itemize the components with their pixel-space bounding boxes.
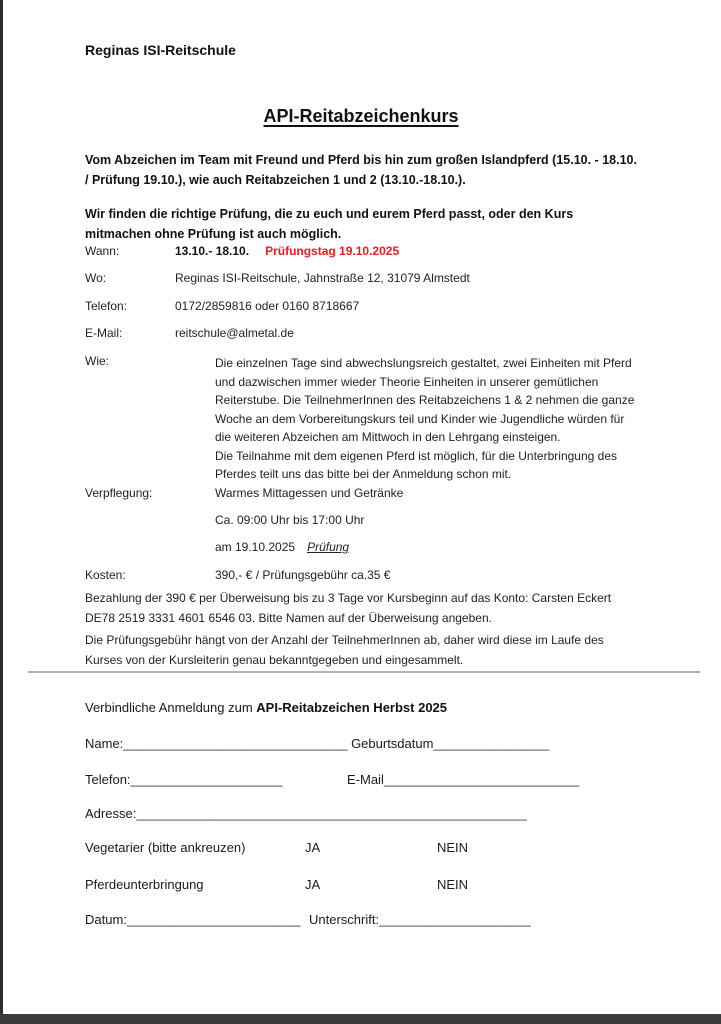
- form-heading-course: API-Reitabzeichen Herbst 2025: [256, 700, 448, 715]
- email-field-label: E-Mail: [347, 772, 384, 787]
- kosten-label: Kosten:: [85, 568, 126, 582]
- name-row: [85, 736, 637, 751]
- intro-paragraph-2: Wir finden die richtige Prüfung, die zu euch und eurem Pferd passt, oder den Kurs mitmachen ohne Prüfung ist auch möglich.: [85, 207, 574, 241]
- vegetarier-nein-option: NEIN: [437, 840, 469, 855]
- pruefung-row: [85, 540, 637, 554]
- pferde-ja-option: JA: [305, 877, 321, 892]
- wie-paragraph-1: Die einzelnen Tage sind abwechslungsreich gestaltet, zwei Einheiten mit Pferd und dazwischen immer wieder Theorie Einheiten in unserer gemütlichen Reiterstube. Die TeilnehmerInnen des Reitabzeichens 1 & 2 nehmen die ganze Woche an dem Vorbereitungskurs teil und Kinder wie Jugendliche würden für die weiteren Abzeichen am Mittwoch in den Lehrgang einsteigen.: [215, 356, 635, 444]
- datum-row: [85, 912, 637, 927]
- verpflegung-value: Warmes Mittagessen und Getränke: [215, 486, 404, 500]
- geburtsdatum-fill-line: ________________: [433, 736, 550, 751]
- exam-date-red: Prüfungstag 19.10.2025: [265, 244, 400, 258]
- form-heading: [85, 700, 637, 715]
- page-bottom-edge: [0, 1014, 721, 1024]
- verpflegung-label: Verpflegung:: [85, 486, 153, 500]
- pferdeunterbringung-label: Pferdeunterbringung: [85, 877, 204, 892]
- adresse-field-label: Adresse:: [85, 806, 137, 821]
- document-title: API-Reitabzeichenkurs: [263, 106, 459, 126]
- telefon-fill-line: _____________________: [130, 772, 283, 787]
- pruefung-label-empty: [85, 540, 215, 554]
- email-row: [85, 326, 637, 340]
- kosten-row: [85, 568, 637, 582]
- datum-field-label: Datum:: [85, 912, 127, 927]
- telefon-value: 0172/2859816 oder 0160 8718667: [175, 299, 360, 313]
- vegetarier-label: Vegetarier (bitte ankreuzen): [85, 840, 246, 855]
- telefon-label: Telefon:: [85, 299, 128, 313]
- wann-label: Wann:: [85, 244, 120, 258]
- telefon-field-label: Telefon:: [85, 772, 131, 787]
- page-left-edge: [0, 0, 3, 1024]
- email-fill-line: ___________________________: [383, 772, 580, 787]
- form-heading-prefix: Verbindliche Anmeldung zum: [85, 700, 257, 715]
- email-value: reitschule@almetal.de: [175, 326, 294, 340]
- pferde-nein-option: NEIN: [437, 877, 469, 892]
- wie-text: [215, 354, 637, 484]
- school-name: Reginas ISI-Reitschule: [85, 42, 236, 58]
- telefon-form-row: [85, 772, 637, 787]
- name-field-label: Name:: [85, 736, 124, 751]
- name-fill-line: _______________________________: [123, 736, 348, 751]
- wo-label: Wo:: [85, 271, 107, 285]
- course-dates: 13.10.- 18.10.: [175, 244, 250, 258]
- wie-paragraph-2: Die Teilnahme mit dem eigenen Pferd ist möglich, für die Unterbringung des Pferdes teilt uns das bitte bei der Anmeldung schon mit.: [215, 448, 617, 481]
- email-label: E-Mail:: [85, 326, 123, 340]
- geburtsdatum-field-label: Geburtsdatum: [351, 736, 434, 751]
- zeiten-label-empty: [85, 513, 215, 527]
- zeiten-row: [85, 513, 637, 527]
- verpflegung-row: [85, 486, 637, 500]
- kosten-value: 390,- € / Prüfungsgebühr ca.35 €: [215, 568, 391, 582]
- adresse-fill-line: ______________________________________________________: [136, 806, 527, 821]
- vegetarier-row: [85, 840, 637, 855]
- pferdeunterbringung-row: [85, 877, 637, 892]
- vegetarier-ja-option: JA: [305, 840, 321, 855]
- telefon-segment: [85, 772, 347, 787]
- wo-row: [85, 271, 637, 285]
- payment-info: Bezahlung der 390 € per Überweisung bis zu 3 Tage vor Kursbeginn auf das Konto: Carsten Eckert DE78 2519 3331 4601 6546 03. Bitte Namen auf der Überweisung angeben.: [85, 591, 612, 625]
- pruefung-value: [215, 540, 637, 554]
- telefon-row: [85, 299, 637, 313]
- wann-row: [85, 244, 637, 258]
- wann-value: [175, 244, 637, 258]
- datum-fill-line: ________________________: [126, 912, 301, 927]
- exam-word: Prüfung: [307, 540, 350, 554]
- section-divider: [28, 671, 700, 673]
- datum-segment: [85, 912, 309, 927]
- exam-day-text: am 19.10.2025: [215, 540, 296, 554]
- wo-value: Reginas ISI-Reitschule, Jahnstraße 12, 31079 Almstedt: [175, 271, 470, 285]
- wie-row: [85, 354, 637, 484]
- fee-info: Die Prüfungsgebühr hängt von der Anzahl der TeilnehmerInnen ab, daher wird diese im Laufe des Kurses von der Kursleiterin genau bekanntgegeben und eingesammelt.: [85, 633, 604, 667]
- wie-label: Wie:: [85, 354, 109, 368]
- unterschrift-field-label: Unterschrift:: [309, 912, 380, 927]
- zeiten-value: Ca. 09:00 Uhr bis 17:00 Uhr: [215, 513, 365, 527]
- adresse-row: [85, 806, 637, 821]
- unterschrift-fill-line: _____________________: [379, 912, 531, 927]
- intro-paragraph-1: Vom Abzeichen im Team mit Freund und Pferd bis hin zum großen Islandpferd (15.10. - 18.10. / Prüfung 19.10.), wie auch Reitabzeichen 1 und 2 (13.10.-18.10.).: [85, 153, 637, 187]
